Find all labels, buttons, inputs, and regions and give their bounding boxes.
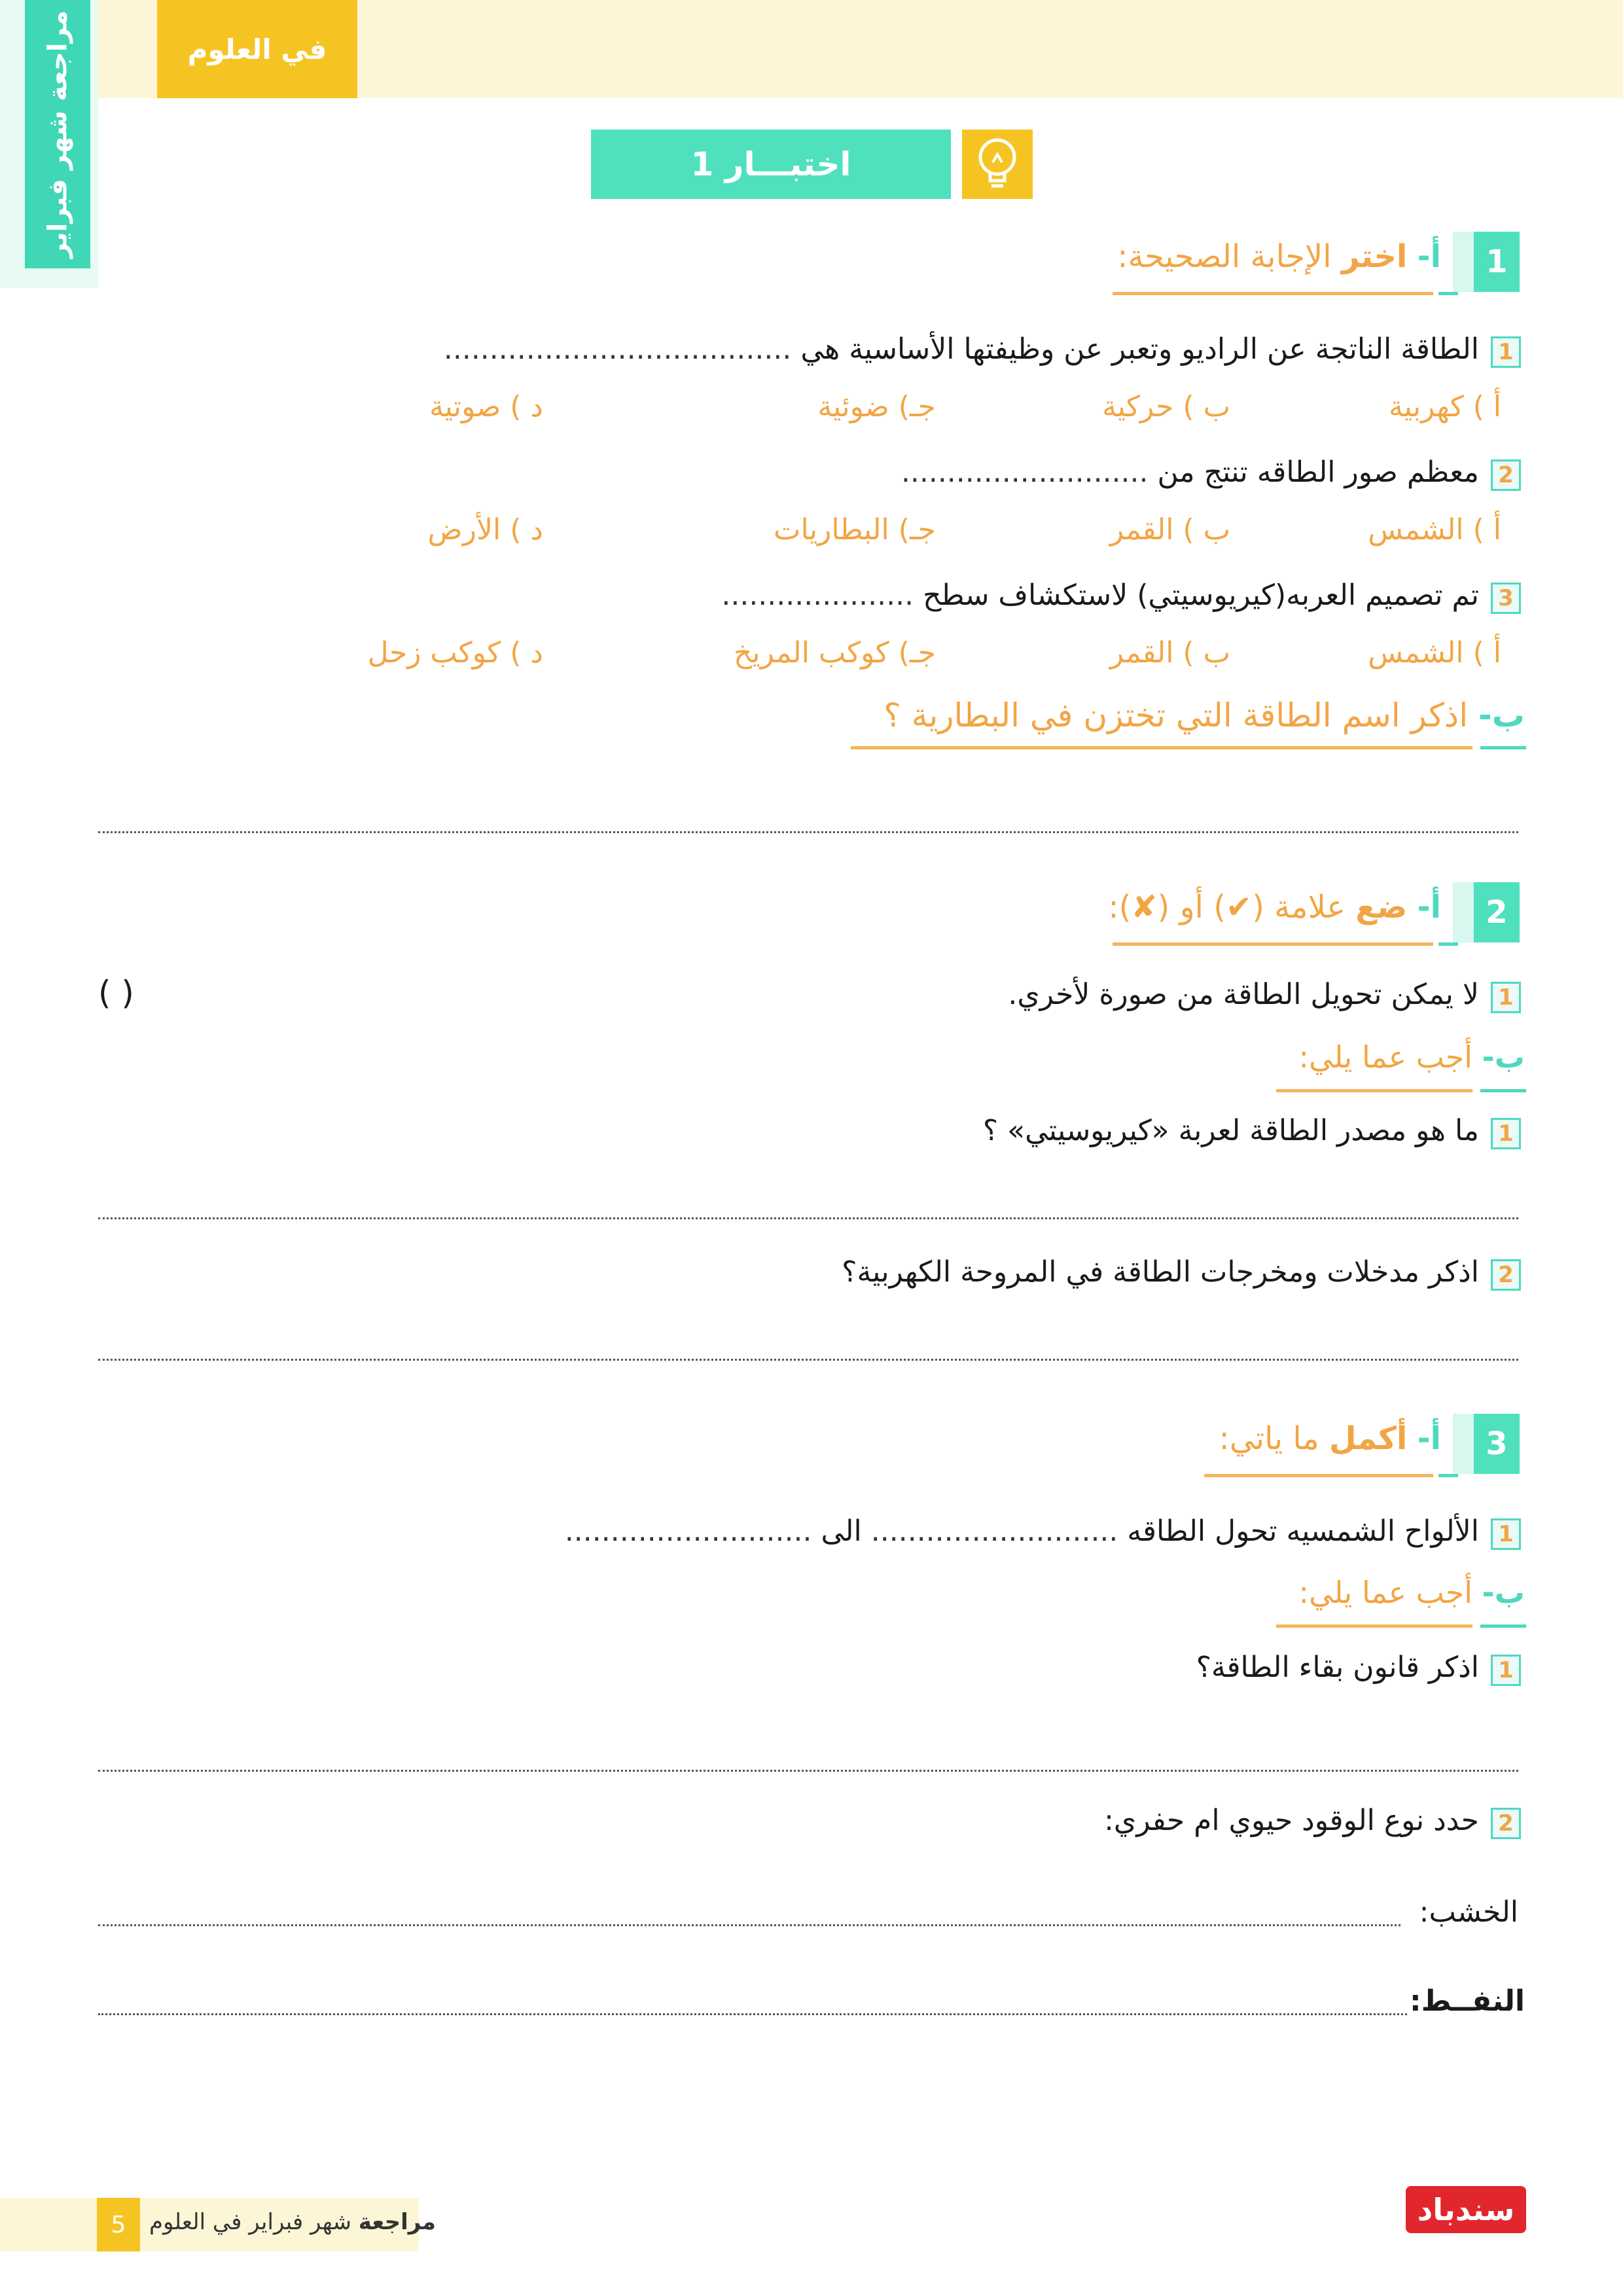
question-number: 1 (1491, 1118, 1521, 1149)
option-b[interactable]: ب ) القمر (1109, 513, 1230, 547)
section-strip (1453, 232, 1474, 292)
heading-underline (1276, 1624, 1472, 1628)
wood-label: الخشب: (1419, 1895, 1518, 1929)
option-b[interactable]: ب ) القمر (1109, 636, 1230, 670)
section-strip (1453, 882, 1474, 942)
question-text: اذكر مدخلات ومخرجات الطاقة في المروحة الكهربية؟ (842, 1255, 1479, 1289)
question-text: حدد نوع الوقود حيوي ام حفري: (1104, 1804, 1479, 1837)
lightbulb-icon (962, 130, 1033, 199)
question-number: 2 (1491, 1259, 1521, 1291)
subject-tab: في العلوم (157, 0, 357, 98)
subsection-heading: ب- أجب عما يلي: (1298, 1039, 1525, 1075)
answer-line[interactable] (98, 2013, 1407, 2015)
heading-underline (1276, 1089, 1472, 1092)
heading-underline (1113, 942, 1433, 946)
section-number: 2 (1474, 882, 1520, 942)
section-strip (1453, 1414, 1474, 1474)
test-title: اختبـــار 1 (591, 130, 951, 199)
answer-parentheses[interactable]: ( ) (98, 974, 134, 1012)
section-heading: أ- ضع علامة (✔) أو (✘): (1108, 889, 1441, 925)
heading-underline-accent (1438, 942, 1458, 946)
question-number: 2 (1491, 459, 1521, 491)
question-number: 1 (1491, 1518, 1521, 1550)
heading-underline (851, 746, 1472, 749)
question-text: الألواح الشمسيه تحول الطاقه ........................... الى ........................... (564, 1515, 1479, 1548)
heading-underline-accent (1480, 1624, 1526, 1628)
heading-underline-accent (1480, 1089, 1526, 1092)
publisher-logo: سندباد (1406, 2186, 1526, 2233)
page-number: 5 (97, 2198, 140, 2251)
option-c[interactable]: جـ) ضوئية (817, 390, 936, 423)
question-text: معظم صور الطاقه تنتج من ........................... (901, 456, 1479, 489)
heading-underline (1113, 292, 1433, 295)
question-text: تم تصميم العربه(كيريوسيتي) لاستكشاف سطح ..................... (721, 579, 1479, 612)
question-number: 1 (1491, 336, 1521, 368)
question-text: الطاقة الناتجة عن الراديو وتعبر عن وظيفتها الأساسية هي ...................................... (443, 332, 1479, 366)
footer-text: مراجعة شهر فبراير في العلوم (149, 2209, 436, 2235)
section-number: 3 (1474, 1414, 1520, 1474)
question-number: 2 (1491, 1808, 1521, 1839)
question-number: 1 (1491, 1655, 1521, 1686)
question-number: 3 (1491, 583, 1521, 614)
option-d[interactable]: د ) كوكب زحل (367, 636, 543, 670)
question-number: 1 (1491, 982, 1521, 1013)
answer-line[interactable] (98, 1924, 1400, 1926)
answer-line[interactable] (98, 1770, 1518, 1772)
heading-underline-accent (1438, 292, 1458, 295)
answer-line[interactable] (98, 1359, 1518, 1361)
option-a[interactable]: أ ) الشمس (1368, 636, 1501, 670)
section-number: 1 (1474, 232, 1520, 292)
question-text: لا يمكن تحويل الطاقة من صورة لأخري. (1008, 978, 1479, 1011)
option-c[interactable]: جـ) البطاريات (774, 513, 936, 547)
heading-underline-accent (1438, 1474, 1458, 1477)
subsection-heading: ب- أجب عما يلي: (1298, 1575, 1525, 1610)
option-a[interactable]: أ ) كهربية (1389, 390, 1501, 423)
section-heading: أ- أكمل ما ياتي: (1219, 1420, 1441, 1457)
answer-line[interactable] (98, 831, 1518, 833)
question-text: اذكر قانون بقاء الطاقة؟ (1196, 1651, 1479, 1684)
answer-line[interactable] (98, 1217, 1518, 1219)
subsection-heading: ب- اذكر اسم الطاقة التي تختزن في البطارية ؟ (883, 696, 1525, 734)
option-d[interactable]: د ) الأرض (427, 513, 543, 547)
heading-underline (1204, 1474, 1433, 1477)
option-d[interactable]: د ) صوتية (429, 390, 543, 423)
section-heading: أ- اختر الإجابة الصحيحة: (1117, 238, 1441, 275)
option-c[interactable]: جـ) كوكب المريخ (733, 636, 936, 670)
question-text: ما هو مصدر الطاقة لعربة «كيريوسيتي» ؟ (982, 1114, 1479, 1147)
option-b[interactable]: ب ) حركية (1102, 390, 1230, 423)
side-label: مراجعة شهر فبراير (43, 10, 73, 259)
oil-label: النفــط: (1409, 1984, 1525, 2018)
option-a[interactable]: أ ) الشمس (1368, 513, 1501, 547)
heading-underline-accent (1480, 746, 1526, 749)
